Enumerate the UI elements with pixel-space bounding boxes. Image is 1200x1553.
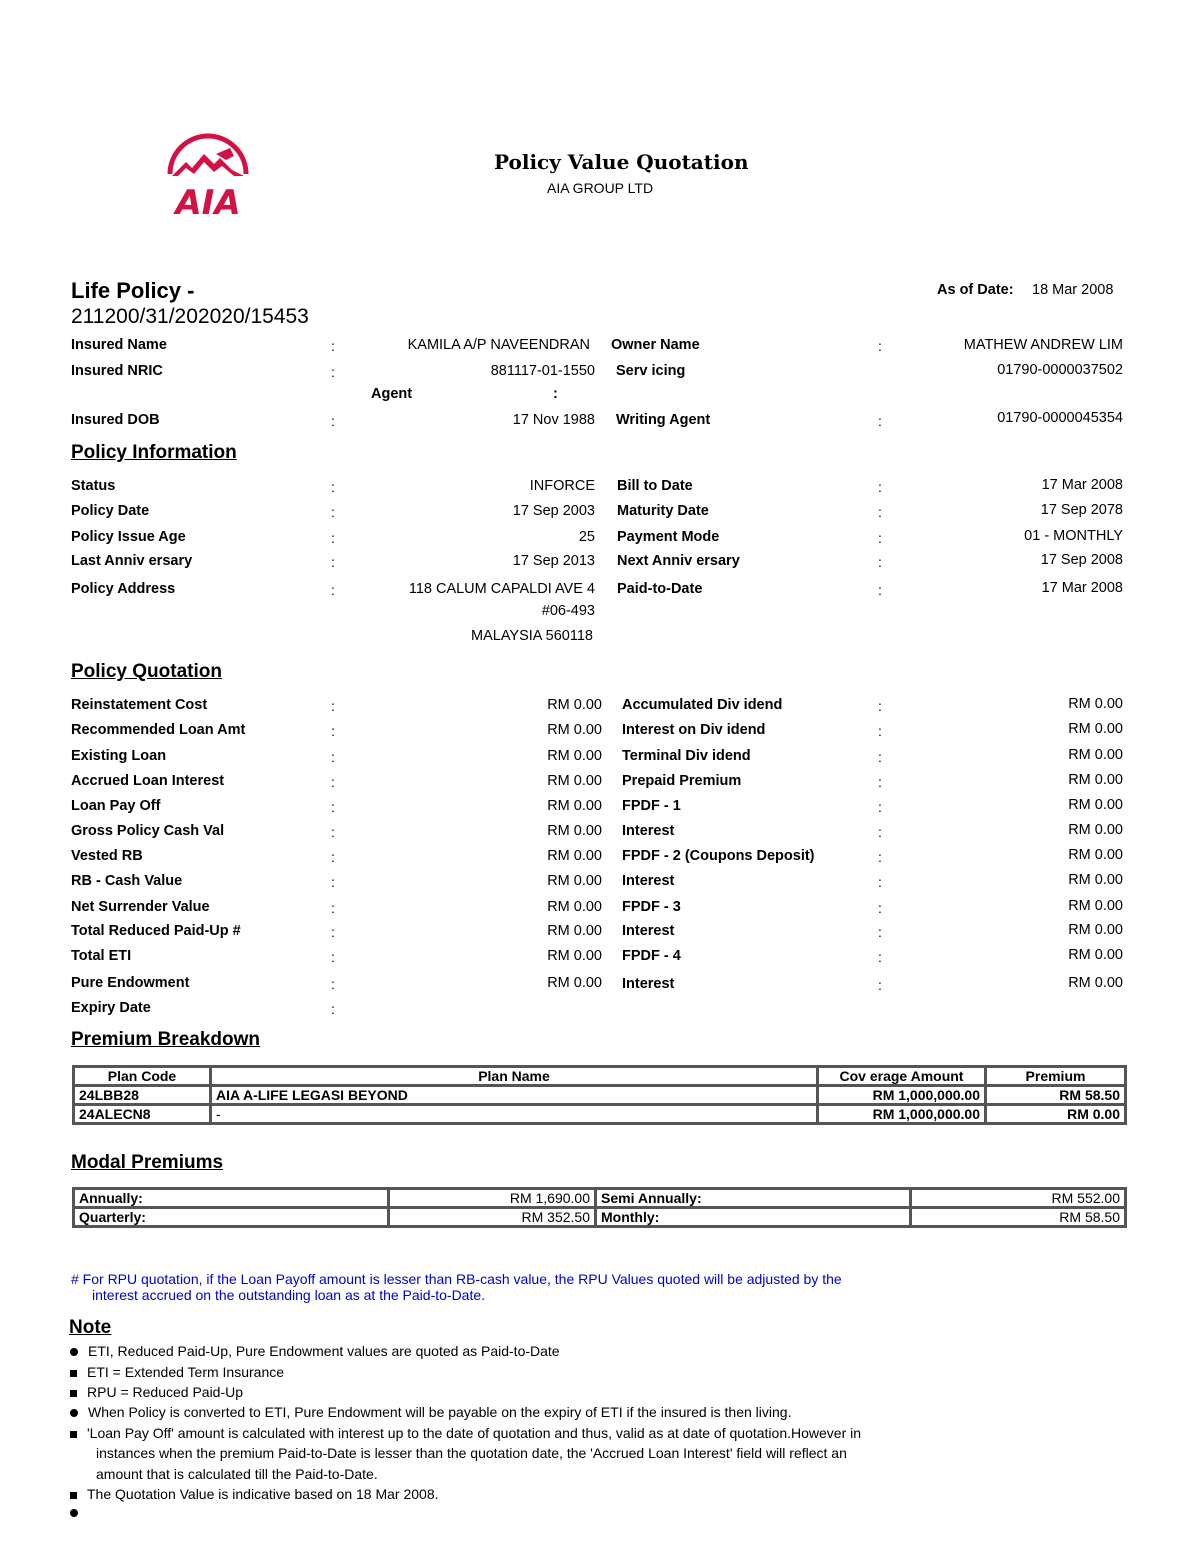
modal-premiums-table <box>72 1187 1127 1228</box>
rpu-footnote-line2: interest accrued on the outstanding loan as at the Paid-to-Date. <box>92 1287 486 1303</box>
table-cell: 24LBB28 <box>75 1087 209 1103</box>
monthly-value: RM 58.50 <box>912 1209 1124 1225</box>
field-value: RM 0.00 <box>1068 847 1123 863</box>
note-item-continuation: amount that is calculated till the Paid-to-Date. <box>96 1466 378 1482</box>
colon: : <box>878 554 882 570</box>
logo-text: AIA <box>175 183 241 218</box>
field-label: RB - Cash Value <box>71 873 183 889</box>
table-cell: 24ALECN8 <box>75 1106 209 1122</box>
field-value: 17 Sep 2013 <box>512 553 595 569</box>
field-value: RM 0.00 <box>547 823 602 839</box>
table-header-row <box>75 1068 1124 1084</box>
owner-name-value: MATHEW ANDREW LIM <box>963 337 1123 353</box>
quarterly-value: RM 352.50 <box>390 1209 594 1225</box>
field-label: Interest <box>622 976 675 992</box>
colon: : <box>878 799 882 815</box>
modal-premiums-heading: Modal Premiums <box>71 1152 224 1173</box>
page-title: Policy Value Quotation <box>494 150 749 174</box>
field-label: Gross Policy Cash Val <box>71 823 225 839</box>
field-value: 17 Sep 2008 <box>1040 552 1123 568</box>
field-label: Existing Loan <box>71 748 167 764</box>
note-item <box>70 1425 861 1441</box>
aia-logo <box>160 126 256 218</box>
colon: : <box>878 338 882 354</box>
semi-annually-value: RM 552.00 <box>912 1190 1124 1206</box>
field-value: 01 - MONTHLY <box>1024 528 1123 544</box>
policy-quotation-heading: Policy Quotation <box>71 661 222 682</box>
field-value: 17 Sep 2003 <box>512 503 595 519</box>
colon: : <box>331 949 335 965</box>
colon: : <box>878 774 882 790</box>
agent-label: Agent <box>371 386 413 402</box>
field-label: Policy Address <box>71 581 176 597</box>
field-label: Recommended Loan Amt <box>71 722 246 738</box>
field-value: INFORCE <box>529 478 595 494</box>
field-value: 17 Sep 2078 <box>1040 502 1123 518</box>
annually-label: Annually: <box>75 1190 387 1206</box>
table-cell: RM 1,000,000.00 <box>819 1106 984 1122</box>
table-cell: RM 58.50 <box>987 1087 1124 1103</box>
table-row <box>75 1209 1124 1225</box>
table-cell: RM 0.00 <box>987 1106 1124 1122</box>
field-label: Policy Date <box>71 503 150 519</box>
field-value: RM 0.00 <box>547 975 602 991</box>
field-label: Total Reduced Paid-Up # <box>71 923 241 939</box>
field-value: RM 0.00 <box>1068 772 1123 788</box>
colon: : <box>331 364 335 380</box>
table-row <box>75 1087 1124 1103</box>
writing-agent-label: Writing Agent <box>616 412 711 428</box>
field-label: FPDF - 1 <box>622 798 681 814</box>
note-item-continuation: instances when the premium Paid-to-Date is lesser than the quotation date, the 'Accrued Loan Interest' field will reflect an <box>96 1445 847 1461</box>
field-label: Interest on Div idend <box>622 722 766 738</box>
field-label: Terminal Div idend <box>622 748 751 764</box>
owner-name-label: Owner Name <box>611 337 700 353</box>
colon: : <box>331 413 335 429</box>
colon: : <box>331 774 335 790</box>
bullet-icon <box>70 1431 77 1438</box>
bullet-icon <box>70 1390 77 1397</box>
table-cell: RM 1,000,000.00 <box>819 1087 984 1103</box>
colon: : <box>878 900 882 916</box>
field-label: Next Anniv ersary <box>617 553 740 569</box>
field-label: Total ETI <box>71 948 132 964</box>
bullet-icon <box>70 1370 77 1377</box>
policy-heading: Life Policy - <box>71 278 195 303</box>
colon: : <box>331 479 335 495</box>
field-value: RM 0.00 <box>547 748 602 764</box>
as-of-label: As of Date: <box>937 282 1014 298</box>
field-value: RM 0.00 <box>1068 922 1123 938</box>
colon: : <box>331 824 335 840</box>
bullet-icon <box>70 1492 77 1499</box>
colon: : <box>331 338 335 354</box>
insured-name-label: Insured Name <box>71 337 167 353</box>
field-value: RM 0.00 <box>1068 872 1123 888</box>
colon: : <box>878 949 882 965</box>
colon: : <box>878 977 882 993</box>
field-label: Interest <box>622 873 675 889</box>
insured-dob-value: 17 Nov 1988 <box>512 412 595 428</box>
field-label: Bill to Date <box>617 478 693 494</box>
bullet-icon <box>70 1509 78 1517</box>
colon: : <box>878 924 882 940</box>
colon: : <box>331 799 335 815</box>
premium-breakdown-heading: Premium Breakdown <box>71 1029 260 1050</box>
annually-value: RM 1,690.00 <box>390 1190 594 1206</box>
as-of-value: 18 Mar 2008 <box>1032 282 1114 298</box>
field-value: RM 0.00 <box>547 873 602 889</box>
note-item <box>70 1343 560 1359</box>
bullet-icon <box>70 1348 78 1356</box>
column-header: Premium <box>987 1068 1124 1084</box>
colon: : <box>331 504 335 520</box>
field-value: RM 0.00 <box>547 722 602 738</box>
field-value: RM 0.00 <box>1068 797 1123 813</box>
colon: : <box>331 924 335 940</box>
field-label: Loan Pay Off <box>71 798 161 814</box>
note-item-text: 'Loan Pay Off' amount is calculated with interest up to the date of quotation and thus, valid as at date of quotation.However in <box>87 1425 862 1441</box>
table-cell: - <box>212 1106 816 1122</box>
insured-name-value: KAMILA A/P NAVEENDRAN <box>407 337 590 353</box>
column-header: Plan Name <box>212 1068 816 1084</box>
column-header: Plan Code <box>75 1068 209 1084</box>
field-value: RM 0.00 <box>1068 947 1123 963</box>
field-label: Vested RB <box>71 848 143 864</box>
field-label: Expiry Date <box>71 1000 151 1016</box>
colon: : <box>878 749 882 765</box>
colon: : <box>878 849 882 865</box>
field-value: RM 0.00 <box>547 798 602 814</box>
field-label: Interest <box>622 923 675 939</box>
field-label: Net Surrender Value <box>71 899 210 915</box>
writing-agent-value: 01790-0000045354 <box>997 410 1123 426</box>
note-item-text: RPU = Reduced Paid-Up <box>87 1384 244 1400</box>
colon: : <box>331 698 335 714</box>
field-label: Policy Issue Age <box>71 529 186 545</box>
colon: : <box>331 1001 335 1017</box>
premium-breakdown-table-wrap <box>72 1065 1127 1125</box>
field-value: 118 CALUM CAPALDI AVE 4 <box>408 581 595 597</box>
field-label: Accumulated Div idend <box>622 697 783 713</box>
monthly-label: Monthly: <box>597 1209 909 1225</box>
note-item <box>70 1404 791 1420</box>
colon: : <box>878 698 882 714</box>
premium-breakdown-table <box>72 1065 1127 1125</box>
note-empty-bullet <box>70 1504 88 1522</box>
field-value: RM 0.00 <box>547 899 602 915</box>
field-value: 25 <box>578 529 595 545</box>
modal-premiums-table-wrap <box>72 1187 1127 1228</box>
field-value: RM 0.00 <box>547 848 602 864</box>
field-label: FPDF - 4 <box>622 948 681 964</box>
field-value: RM 0.00 <box>547 948 602 964</box>
note-item-text: The Quotation Value is indicative based on 18 Mar 2008. <box>87 1486 439 1502</box>
insured-dob-label: Insured DOB <box>71 412 160 428</box>
field-label: Interest <box>622 823 675 839</box>
field-value: RM 0.00 <box>1068 822 1123 838</box>
field-label: Pure Endowment <box>71 975 190 991</box>
servicing-value: 01790-0000037502 <box>997 362 1123 378</box>
field-value: RM 0.00 <box>1068 898 1123 914</box>
field-label: Payment Mode <box>617 529 720 545</box>
field-value: RM 0.00 <box>1068 747 1123 763</box>
colon: : <box>331 900 335 916</box>
colon: : <box>331 723 335 739</box>
note-item-text: ETI, Reduced Paid-Up, Pure Endowment values are quoted as Paid-to-Date <box>88 1343 560 1359</box>
insured-nric-label: Insured NRIC <box>71 363 163 379</box>
bullet-icon <box>70 1409 78 1417</box>
policy-address-line2: #06-493 <box>541 603 595 619</box>
colon: : <box>878 504 882 520</box>
colon: : <box>878 413 882 429</box>
table-row <box>75 1106 1124 1122</box>
rpu-footnote-line1: # For RPU quotation, if the Loan Payoff amount is lesser than RB-cash value, the RPU Values quoted will be adjusted by the <box>71 1271 842 1287</box>
semi-annually-label: Semi Annually: <box>597 1190 909 1206</box>
note-item <box>70 1364 284 1380</box>
field-label: Reinstatement Cost <box>71 697 208 713</box>
note-item <box>70 1486 439 1502</box>
table-cell: AIA A-LIFE LEGASI BEYOND <box>212 1087 816 1103</box>
field-value: 17 Mar 2008 <box>1041 580 1123 596</box>
colon: : <box>878 723 882 739</box>
field-value: RM 0.00 <box>1068 696 1123 712</box>
field-value: RM 0.00 <box>547 697 602 713</box>
field-value: 17 Mar 2008 <box>1041 477 1123 493</box>
colon: : <box>878 582 882 598</box>
colon: : <box>331 849 335 865</box>
table-row <box>75 1190 1124 1206</box>
field-label: Maturity Date <box>617 503 709 519</box>
colon: : <box>331 976 335 992</box>
insured-nric-value: 881117-01-1550 <box>490 363 595 379</box>
field-label: FPDF - 2 (Coupons Deposit) <box>622 848 815 864</box>
colon: : <box>331 749 335 765</box>
field-label: Prepaid Premium <box>622 773 742 789</box>
policy-address-line3: MALAYSIA 560118 <box>471 628 593 644</box>
field-label: Accrued Loan Interest <box>71 773 225 789</box>
colon: : <box>331 582 335 598</box>
company-name: AIA GROUP LTD <box>547 180 654 196</box>
field-value: RM 0.00 <box>547 773 602 789</box>
colon: : <box>553 386 558 402</box>
colon: : <box>878 530 882 546</box>
note-item-text: ETI = Extended Term Insurance <box>87 1364 285 1380</box>
field-value: RM 0.00 <box>1068 975 1123 991</box>
servicing-label: Serv icing <box>616 363 686 379</box>
colon: : <box>331 554 335 570</box>
column-header: Cov erage Amount <box>819 1068 984 1084</box>
quarterly-label: Quarterly: <box>75 1209 387 1225</box>
note-heading: Note <box>69 1317 112 1338</box>
colon: : <box>878 479 882 495</box>
field-label: Last Anniv ersary <box>71 553 193 569</box>
field-value: RM 0.00 <box>547 923 602 939</box>
field-label: Paid-to-Date <box>617 581 703 597</box>
colon: : <box>878 824 882 840</box>
colon: : <box>331 530 335 546</box>
note-item-text: When Policy is converted to ETI, Pure Endowment will be payable on the expiry of ETI if the insured is then living. <box>88 1404 792 1420</box>
policy-number: 211200/31/202020/15453 <box>71 305 309 328</box>
colon: : <box>331 874 335 890</box>
note-item <box>70 1384 243 1400</box>
colon: : <box>878 874 882 890</box>
policy-information-heading: Policy Information <box>71 442 237 463</box>
field-label: Status <box>71 478 116 494</box>
field-value: RM 0.00 <box>1068 721 1123 737</box>
field-label: FPDF - 3 <box>622 899 681 915</box>
